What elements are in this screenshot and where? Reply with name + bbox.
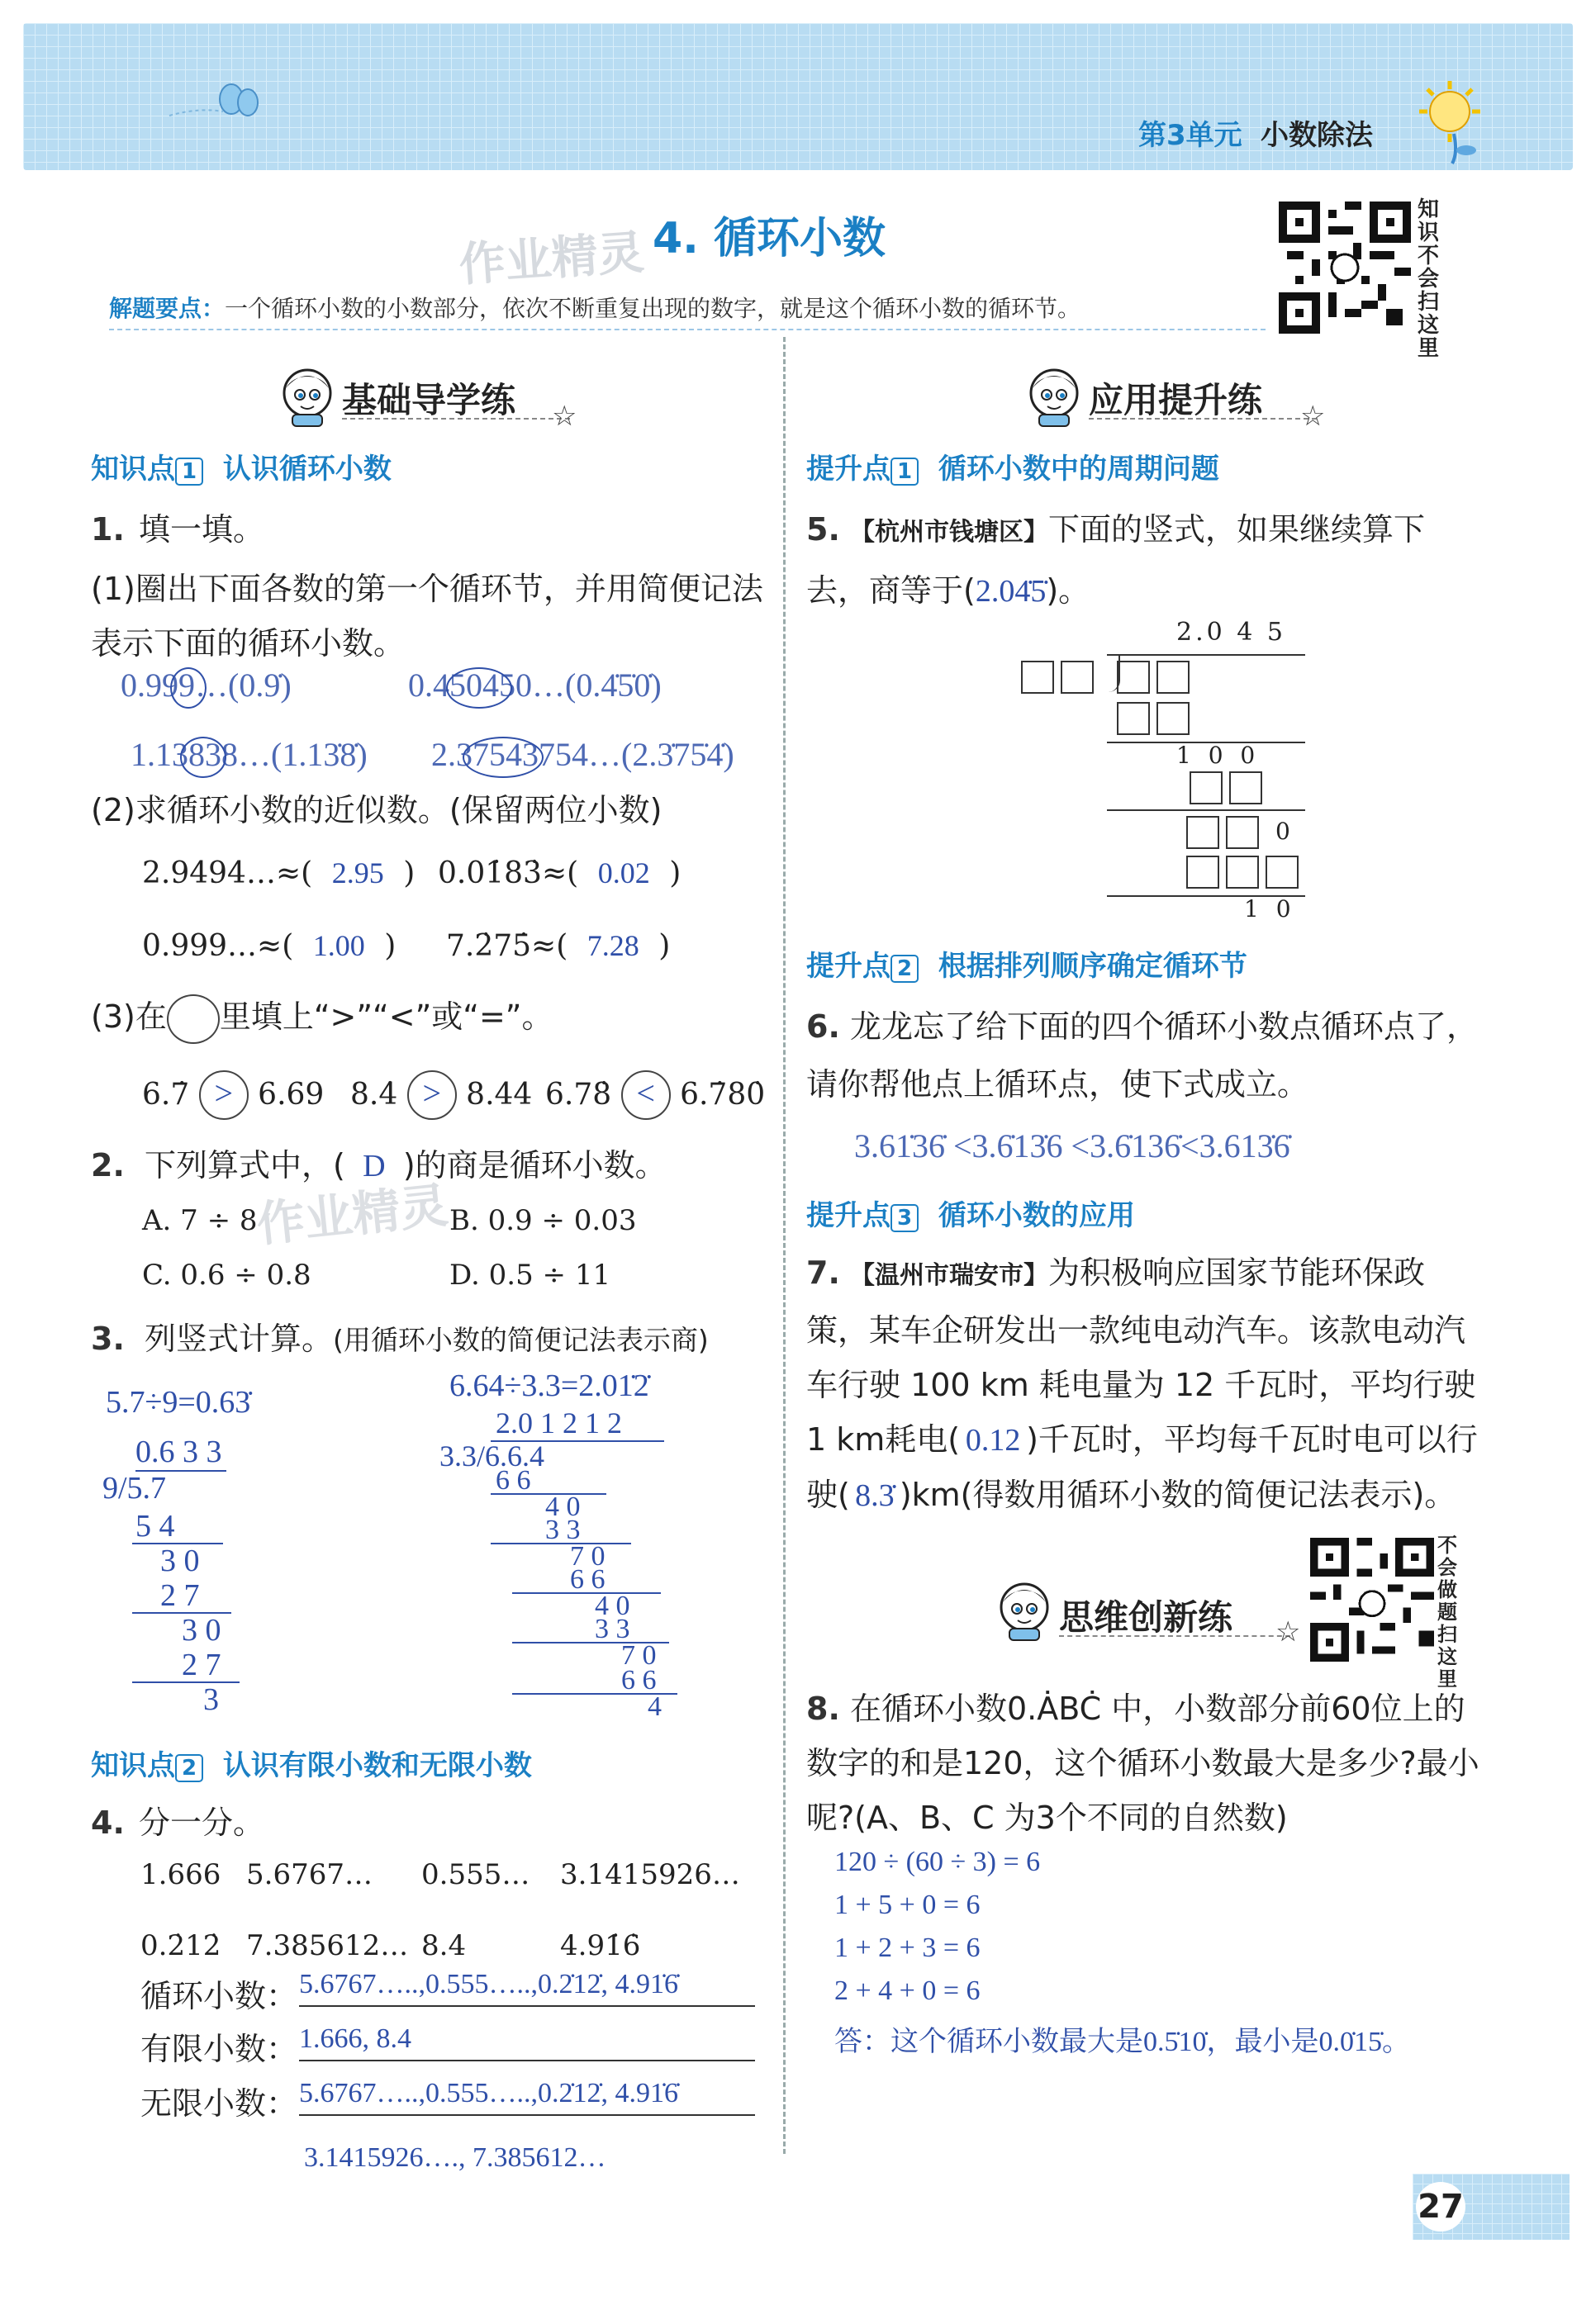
kp-title: 认识有限小数和无限小数	[222, 1749, 532, 1782]
q5-text-b: )。	[1046, 572, 1090, 609]
section-title-basic: 基础导学练	[342, 380, 516, 420]
compare-answer: >	[407, 1070, 457, 1120]
q5-source-tag: 【杭州市钱塘区】	[849, 518, 1048, 547]
division-quotient: 2.0 4 5	[1176, 618, 1286, 647]
unit-title: 小数除法	[1261, 119, 1373, 152]
division-row: 0	[1275, 818, 1290, 845]
q6-answer: 3.61̇36̇ <3.6̇13̇6 <3.6̇136̇<3.613̇6̇	[854, 1127, 1290, 1164]
q7-answer-1: 0.12	[965, 1423, 1021, 1458]
approx-close: )	[384, 929, 397, 963]
recurring-answer: 5.6767…..,0.555…..,0.2̇12̇, 4.91̇6̇	[299, 1969, 755, 2007]
knowledge-point-2	[91, 1743, 532, 1783]
q1-part3	[91, 991, 553, 1044]
compare-left: 8.4̇	[350, 1078, 398, 1112]
approx-close: )	[658, 929, 671, 963]
approx-close: )	[669, 856, 682, 890]
step-boxes	[1117, 702, 1190, 738]
q-num: 8.	[806, 1691, 840, 1727]
calc2-step: 4 0	[545, 1492, 581, 1522]
calc1-equation: 5.7÷9=0.63̇	[106, 1385, 251, 1420]
division-line	[1107, 809, 1305, 811]
q7-answer-2: 8.3̇	[855, 1478, 895, 1513]
p1-answer-2: 0.450450…(0.4̇5̇0̇)	[408, 666, 662, 704]
column-divider	[783, 337, 786, 2154]
q1-part2: (2)求循环小数的近似数。(保留两位小数)	[91, 792, 663, 828]
q2-text-b: )的商是循环小数。	[402, 1147, 667, 1183]
section-underline	[1059, 1635, 1290, 1637]
approx-item-3	[142, 928, 396, 963]
star-icon: ☆	[552, 400, 577, 433]
q2-answer: D	[363, 1149, 386, 1183]
qr-code-icon[interactable]	[1310, 1538, 1434, 1662]
q3-note: (用循环小数的简便记法表示商)	[333, 1324, 709, 1356]
tp-label: 提升点	[806, 1199, 890, 1232]
q2-option-c: C. 0.6 ÷ 0.8	[142, 1259, 311, 1292]
calc2-line	[491, 1543, 631, 1544]
calc1-step: 5 4	[135, 1509, 175, 1544]
star-icon: ☆	[1300, 400, 1326, 433]
compare-item-1	[142, 1070, 324, 1120]
q7-source-tag: 【温州市瑞安市】	[849, 1261, 1048, 1290]
approx-item-1	[142, 856, 415, 890]
approx-item-4	[446, 928, 670, 963]
calc2-quotient: 2.0 1 2 1 2	[496, 1406, 622, 1439]
q6-body: 龙龙忘了给下面的四个循环小数点循环点了，请你帮他点上循环点，使下式成立。	[806, 1008, 1478, 1103]
q8-work-line: 2 + 4 + 0 = 6	[834, 1975, 981, 2006]
q-num: 7.	[806, 1254, 840, 1291]
qr-side-text: 不会做题扫这里	[1437, 1534, 1457, 1691]
approx-expr: 0.999…≈(	[142, 929, 294, 963]
kp-label: 知识点	[91, 453, 175, 486]
finite-label: 有限小数：	[140, 2031, 298, 2067]
lesson-title: 4. 循环小数	[653, 214, 886, 263]
improve-point-1	[806, 446, 1219, 486]
q8-work-line: 120 ÷ (60 ÷ 3) = 6	[834, 1847, 1041, 1877]
kp-num: 1	[175, 458, 203, 486]
calc2-dividend: 3.3/6.6.4	[439, 1439, 545, 1473]
mascot-icon	[991, 1577, 1057, 1647]
q-num: 5.	[806, 511, 840, 548]
qr-side-text: 知识不会扫这里	[1418, 197, 1440, 361]
q4-item: 1.666	[140, 1858, 221, 1891]
improve-point-3	[806, 1193, 1135, 1233]
tp-title: 循环小数的应用	[938, 1199, 1135, 1232]
q7-text-a: 为积极响应国家节能环保政策，某车企研发出一款纯电动汽车。该款电动汽车行驶 100 km 耗电量为 12 千瓦时，平均行驶1 km耗电(	[806, 1254, 1476, 1458]
step-boxes	[1186, 816, 1259, 852]
q-num: 2.	[91, 1147, 125, 1183]
q4-item: 8.4	[421, 1929, 467, 1962]
finite-answer: 1.666, 8.4	[299, 2023, 755, 2061]
calc2-remainder: 4	[648, 1691, 662, 1722]
compare-item-3	[545, 1070, 765, 1120]
calc1-quotient: 0.6 3 3	[135, 1435, 222, 1469]
calc1-dividend: 9/5.7	[102, 1471, 167, 1506]
q5-answer: 2.04̇5̇	[975, 574, 1047, 609]
unit-label: 第3单元	[1138, 119, 1242, 152]
q8-work-line: 1 + 5 + 0 = 6	[834, 1890, 981, 1920]
q4-item: 4.91̇6̇	[560, 1929, 641, 1962]
q4-item: 0.2̇12̇	[140, 1929, 221, 1962]
q-num: 4.	[91, 1805, 125, 1841]
tp-label: 提升点	[806, 950, 890, 983]
mascot-icon	[1021, 363, 1087, 433]
section-title-advanced: 应用提升练	[1089, 380, 1263, 420]
p3-text-a: (3)在	[91, 998, 167, 1035]
q4-item: 5.6767…	[246, 1858, 373, 1891]
blank-circle	[167, 994, 220, 1044]
kp-num: 2	[175, 1754, 203, 1782]
star-icon: ☆	[1275, 1615, 1301, 1648]
approx-close: )	[403, 856, 416, 890]
calc1-step: 2 7	[182, 1648, 221, 1682]
compare-right: 6.69	[258, 1078, 325, 1112]
division-row: 1 0	[1244, 895, 1296, 922]
q5-text	[806, 500, 1484, 620]
tp-num: 3	[890, 1204, 919, 1232]
calc1-step: 2 7	[160, 1578, 200, 1613]
calc2-step: 7 0	[621, 1640, 657, 1671]
q1-part1: (1)圈出下面各数的第一个循环节，并用简便记法表示下面的循环小数。	[91, 571, 763, 662]
q-num: 3.	[91, 1321, 125, 1357]
compare-left: 6.7̇	[142, 1078, 190, 1112]
improve-point-2	[806, 943, 1247, 984]
calc2-equation: 6.64÷3.3=2.01̇2̇	[449, 1368, 649, 1403]
q-num: 1.	[91, 511, 125, 548]
step-boxes	[1186, 856, 1299, 892]
calc2-step: 3 3	[545, 1515, 581, 1545]
tp-num: 2	[890, 955, 919, 983]
compare-answer: <	[621, 1070, 671, 1120]
sun-flower-icon	[1404, 74, 1495, 168]
calc2-line	[512, 1592, 661, 1594]
circle-mark	[170, 667, 207, 709]
kp-title: 认识循环小数	[222, 453, 392, 486]
q7-text	[806, 1245, 1484, 1523]
approx-answer: 7.28	[587, 929, 639, 962]
approx-expr: 0.01̇83̇≈(	[438, 856, 579, 890]
q-num: 6.	[806, 1008, 840, 1045]
recurring-label: 循环小数：	[140, 1978, 298, 2014]
q4-heading	[91, 1797, 264, 1843]
watermark: 作业精灵	[254, 1177, 451, 1253]
qr-code-icon[interactable]	[1279, 202, 1411, 334]
q6-text	[806, 998, 1484, 1113]
calc2-step: 6 6	[570, 1564, 606, 1595]
calc2-step: 3 3	[595, 1614, 630, 1644]
infinite-answer: 5.6767…..,0.555…..,0.2̇12̇, 4.91̇6̇	[299, 2078, 755, 2116]
q2-option-d: D. 0.5 ÷ 11	[449, 1259, 611, 1292]
section-underline	[1089, 418, 1317, 420]
q3-heading	[91, 1313, 709, 1359]
q1-heading	[91, 504, 264, 549]
q3-title: 列竖式计算。	[144, 1321, 333, 1357]
step-boxes	[1190, 771, 1262, 808]
division-row: 1 0 0	[1176, 742, 1261, 769]
p1-answer-1: 0.999…(0.9̇)	[121, 666, 292, 704]
mascot-icon	[274, 363, 340, 433]
calc2-step: 4 0	[595, 1591, 630, 1621]
p1-answer-3: 1.13838…(1.13̇8̇)	[131, 736, 368, 773]
q8-work-line: 1 + 2 + 3 = 6	[834, 1933, 981, 1963]
p3-text-b: 里填上“>”“<”或“=”。	[219, 998, 553, 1035]
compare-item-2	[350, 1070, 532, 1120]
dividend-boxes	[1117, 661, 1190, 697]
tp-title: 循环小数中的周期问题	[938, 453, 1219, 486]
p1-answer-4: 2.37543754…(2.3̇75̇4̇)	[431, 736, 734, 773]
approx-expr: 2.9494…≈(	[142, 856, 313, 890]
approx-answer: 2.95	[331, 856, 384, 889]
q8-body: 在循环小数0.ȦBĊ 中，小数部分前60位上的数字的和是120，这个循环小数最大是多少?最小呢?(A、B、C 为3个不同的自然数)	[806, 1691, 1479, 1836]
q5-text-a: 下面的竖式，如果继续算下去，商等于(	[806, 511, 1425, 609]
q4-item: 0.555…	[421, 1858, 530, 1891]
approx-item-2	[438, 856, 681, 890]
calc1-remainder: 3	[203, 1682, 219, 1717]
tp-title: 根据排列顺序确定循环节	[938, 950, 1247, 983]
q2-option-b: B. 0.9 ÷ 0.03	[449, 1204, 637, 1237]
section-title-creative: 思维创新练	[1059, 1597, 1233, 1638]
circle-mark	[180, 737, 226, 778]
infinite-label: 无限小数：	[140, 2085, 298, 2122]
divisor-boxes	[1021, 661, 1094, 697]
q2-text-a: 下列算式中，(	[144, 1147, 345, 1183]
q2-option-a: A. 7 ÷ 8	[142, 1204, 258, 1237]
page-number: 27	[1416, 2182, 1465, 2232]
q4-item: 7.385612…	[246, 1929, 409, 1962]
division-bar	[1107, 654, 1305, 656]
circle-mark	[463, 737, 544, 778]
section-underline	[342, 418, 570, 420]
circle-mark	[446, 667, 512, 709]
q4-item: 3.1415926…	[560, 1858, 740, 1891]
calc1-line	[132, 1681, 240, 1683]
calc1-step: 3 0	[160, 1544, 200, 1578]
knowledge-point-1	[91, 446, 392, 486]
calc2-step: 6 6	[496, 1465, 531, 1496]
calc1-step: 3 0	[182, 1613, 221, 1648]
approx-expr: 7.2̇75̇≈(	[446, 929, 568, 963]
q8-text	[806, 1681, 1484, 1845]
tp-label: 提升点	[806, 453, 890, 486]
q4-title: 分一分。	[138, 1805, 264, 1841]
q8-answer: 答：这个循环小数最大是0.5̇10̇，最小是0.0̇15̇。	[834, 2027, 1410, 2057]
compare-left: 6.78̇	[545, 1078, 612, 1112]
kp-label: 知识点	[91, 1749, 175, 1782]
q7-text-b: )千瓦时，平均每千瓦时电可以行驶(	[806, 1421, 1478, 1513]
q7-text-c: )km(得数用循环小数的简便记法表示)。	[899, 1477, 1456, 1513]
approx-answer: 1.00	[312, 929, 365, 962]
compare-right: 6.7̇80̇	[680, 1078, 766, 1112]
approx-answer: 0.02	[597, 856, 650, 889]
tip-text: 一个循环小数的小数部分，依次不断重复出现的数字，就是这个循环小数的循环节。	[225, 295, 1081, 322]
tip-label: 解题要点：	[109, 295, 226, 322]
tp-num: 1	[890, 458, 919, 486]
compare-answer: >	[199, 1070, 249, 1120]
tip-line	[109, 291, 1266, 330]
infinite-answer-2: 3.1415926…., 7.385612…	[304, 2142, 606, 2173]
compare-right: 8.44	[466, 1078, 533, 1112]
butterfly-icon	[165, 74, 264, 135]
watermark: 作业精灵	[457, 225, 646, 292]
calc2-step: 7 0	[570, 1541, 606, 1572]
calc2-step: 6 6	[621, 1665, 657, 1696]
q-title: 填一填。	[138, 511, 264, 548]
